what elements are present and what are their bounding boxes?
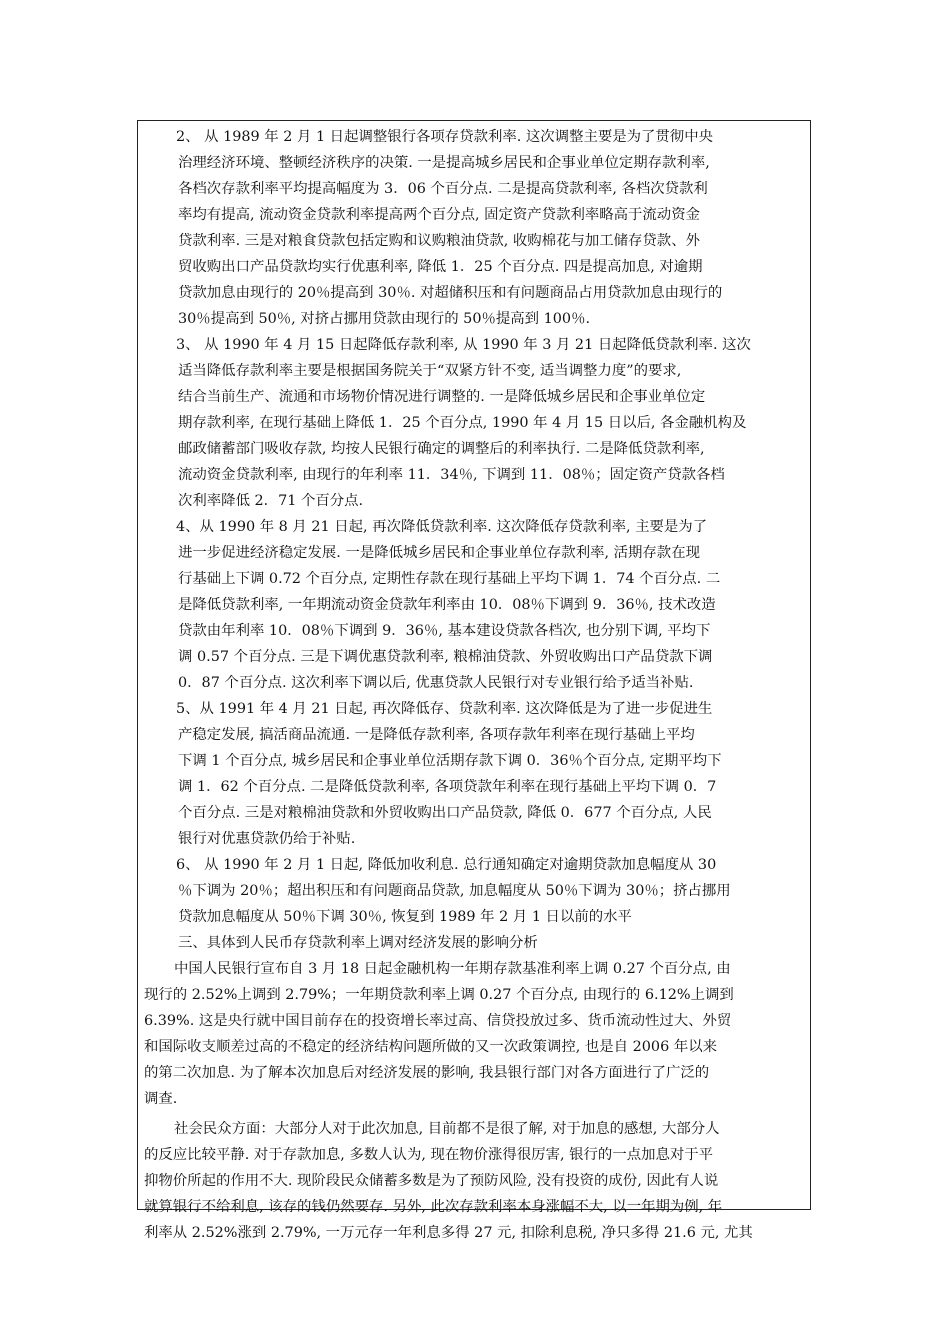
text-line: 贷款加息由现行的 20％提高到 30％. 对超储积压和有问题商品占用贷款加息由现行的 <box>178 285 723 301</box>
text-line: 贷款由年利率 10．08％下调到 9．36％, 基本建设贷款各档次, 也分别下调, 平均下 <box>178 623 711 639</box>
document-frame <box>137 120 811 1241</box>
text-line: 流动资金贷款利率, 由现行的年利率 11．34％, 下调到 11．08％；固定资产贷款各档 <box>178 467 725 483</box>
text-line: 6、 从 1990 年 2 月 1 日起, 降低加收利息. 总行通知确定对逾期贷款加息幅度从 30 <box>176 857 717 873</box>
text-line: 产稳定发展, 搞活商品流通. 一是降低存款利率, 各项存款年利率在现行基础上平均 <box>178 727 695 743</box>
text-line: 4、从 1990 年 8 月 21 日起, 再次降低贷款利率. 这次降低存贷款利率, 主要是为了 <box>176 519 708 535</box>
text-line: 行基础上下调 0.72 个百分点, 定期性存款在现行基础上平均下调 1．74 个百分点. 二 <box>178 571 721 587</box>
text-line: 5、从 1991 年 4 月 21 日起, 再次降低存、贷款利率. 这次降低是为了进一步促进生 <box>176 701 713 717</box>
text-line: 3、 从 1990 年 4 月 15 日起降低存款利率, 从 1990 年 3 月 21 日起降低贷款利率. 这次 <box>176 337 751 353</box>
text-line: 的第二次加息. 为了解本次加息后对经济发展的影响, 我县银行部门对各方面进行了广泛的 <box>144 1065 710 1081</box>
text-line: 中国人民银行宣布自 3 月 18 日起金融机构一年期存款基准利率上调 0.27 个百分点, 由 <box>174 961 731 977</box>
text-line: 进一步促进经济稳定发展. 一是降低城乡居民和企事业单位存款利率, 活期存款在现 <box>178 545 700 561</box>
text-line: 适当降低存款利率主要是根据国务院关于“双紧方针不变, 适当调整力度”的要求, <box>178 363 682 379</box>
text-line: 治理经济环境、整顿经济秩序的决策. 一是提高城乡居民和企事业单位定期存款利率, <box>178 155 710 171</box>
text-line: 各档次存款利率平均提高幅度为 3．06 个百分点. 二是提高贷款利率, 各档次贷款利 <box>178 181 708 197</box>
text-line: ％下调为 20％；超出积压和有问题商品贷款, 加息幅度从 50％下调为 30％；挤占挪用 <box>178 883 731 899</box>
text-line: 结合当前生产、流通和市场物价情况进行调整的. 一是降低城乡居民和企事业单位定 <box>178 389 706 405</box>
text-line: 是降低贷款利率, 一年期流动资金贷款年利率由 10．08％下调到 9．36％, 技术改造 <box>178 597 716 613</box>
text-line: 调 1．62 个百分点. 二是降低贷款利率, 各项贷款年利率在现行基础上平均下调 0．7 <box>178 779 717 795</box>
text-line: 期存款利率, 在现行基础上降低 1．25 个百分点, 1990 年 4 月 15 日以后, 各金融机构及 <box>178 415 747 431</box>
text-line: 利率从 2.52%涨到 2.79%, 一万元存一年利息多得 27 元, 扣除利息税, 净只多得 21.6 元, 尤其 <box>144 1225 753 1241</box>
text-line: 邮政储蓄部门吸收存款, 均按人民银行确定的调整后的利率执行. 二是降低贷款利率, <box>178 441 705 457</box>
text-line: 0．87 个百分点. 这次利率下调以后, 优惠贷款人民银行对专业银行给予适当补贴. <box>178 675 694 691</box>
text-line: 贸收购出口产品贷款均实行优惠利率, 降低 1．25 个百分点. 四是提高加息, 对逾期 <box>178 259 703 275</box>
text-line: 社会民众方面：大部分人对于此次加息, 目前都不是很了解, 对于加息的感想, 大部分人 <box>174 1121 720 1137</box>
text-line: 2、 从 1989 年 2 月 1 日起调整银行各项存贷款利率. 这次调整主要是为了贯彻中央 <box>176 129 713 145</box>
text-line: 抑物价所起的作用不大. 现阶段民众储蓄多数是为了预防风险, 没有投资的成份, 因此有人说 <box>144 1173 719 1189</box>
text-line: 的反应比较平静. 对于存款加息, 多数人认为, 现在物价涨得很厉害, 银行的一点加息对于平 <box>144 1147 714 1163</box>
text-line: 银行对优惠贷款仍给于补贴. <box>178 831 356 847</box>
text-line: 个百分点. 三是对粮棉油贷款和外贸收购出口产品贷款, 降低 0．677 个百分点, 人民 <box>178 805 712 821</box>
text-line: 现行的 2.52%上调到 2.79%；一年期贷款利率上调 0.27 个百分点, 由现行的 6.12%上调到 <box>144 987 734 1003</box>
text-line: 和国际收支顺差过高的不稳定的经济结构问题所做的又一次政策调控, 也是自 2006 年以来 <box>144 1039 717 1055</box>
text-line: 贷款加息幅度从 50％下调 30％, 恢复到 1989 年 2 月 1 日以前的水平 <box>178 909 632 925</box>
section-heading: 三、具体到人民币存贷款利率上调对经济发展的影响分析 <box>178 935 538 951</box>
text-line: 6.39%. 这是央行就中国目前存在的投资增长率过高、信贷投放过多、货币流动性过大、外贸 <box>144 1013 732 1029</box>
text-line: 调查. <box>144 1091 178 1107</box>
text-line: 下调 1 个百分点, 城乡居民和企事业单位活期存款下调 0．36％个百分点, 定期平均下 <box>178 753 722 769</box>
text-line: 30％提高到 50％, 对挤占挪用贷款由现行的 50％提高到 100％. <box>178 311 591 327</box>
text-line: 调 0.57 个百分点. 三是下调优惠贷款利率, 粮棉油贷款、外贸收购出口产品贷款下调 <box>178 649 713 665</box>
text-line: 就算银行不给利息, 该存的钱仍然要存. 另外, 此次存款利率本身涨幅不大, 以一年期为例, 年 <box>144 1199 723 1215</box>
text-line: 贷款利率. 三是对粮食贷款包括定购和议购粮油贷款, 收购棉花与加工储存贷款、外 <box>178 233 700 249</box>
text-line: 率均有提高, 流动资金贷款利率提高两个百分点, 固定资产贷款利率略高于流动资金 <box>178 207 700 223</box>
text-line: 次利率降低 2．71 个百分点. <box>178 493 364 509</box>
